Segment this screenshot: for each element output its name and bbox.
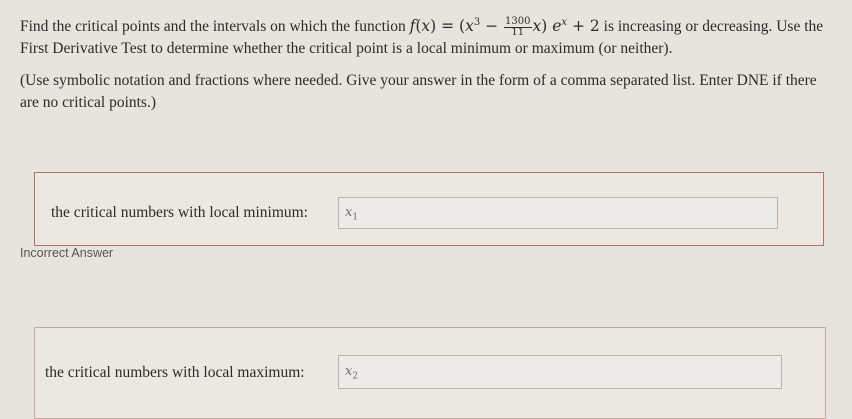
answer-box-local-minimum — [34, 172, 824, 246]
local-maximum-prompt: the critical numbers with local maximum: — [45, 364, 305, 381]
fraction — [504, 17, 531, 38]
input-placeholder-var: x — [345, 364, 353, 379]
problem-instructions: (Use symbolic notation and fractions where needed. Give your answer in the form of a comma separated list. Enter DNE if there are no critical points.) — [20, 72, 817, 112]
function-formula: $f(x) = (x^3$ − $\frac{1300}{11}$ x) $e^x + 2$ — [409, 15, 600, 38]
input-placeholder-sub: 2 — [352, 371, 359, 382]
local-minimum-prompt: the critical numbers with local minimum: — [51, 204, 308, 221]
problem-text-before: Find the critical points and the intervals on which the function — [20, 18, 410, 36]
problem-statement — [20, 12, 835, 114]
incorrect-answer-feedback: Incorrect Answer — [20, 246, 114, 260]
problem-text — [20, 12, 835, 60]
fraction-numerator: 1300 — [505, 15, 531, 27]
local-minimum-input[interactable] — [338, 197, 778, 229]
local-maximum-input[interactable] — [338, 355, 782, 389]
problem-text-after: is increasing or decreasing. Use the First Derivative Test to determine whether the critical point is a local minimum or maximum (or neither). — [20, 18, 824, 58]
answer-box-local-maximum — [34, 327, 826, 419]
input-placeholder-var: x — [345, 205, 353, 220]
fraction-denominator: 11 — [511, 26, 525, 38]
input-placeholder-sub: 1 — [352, 212, 359, 223]
